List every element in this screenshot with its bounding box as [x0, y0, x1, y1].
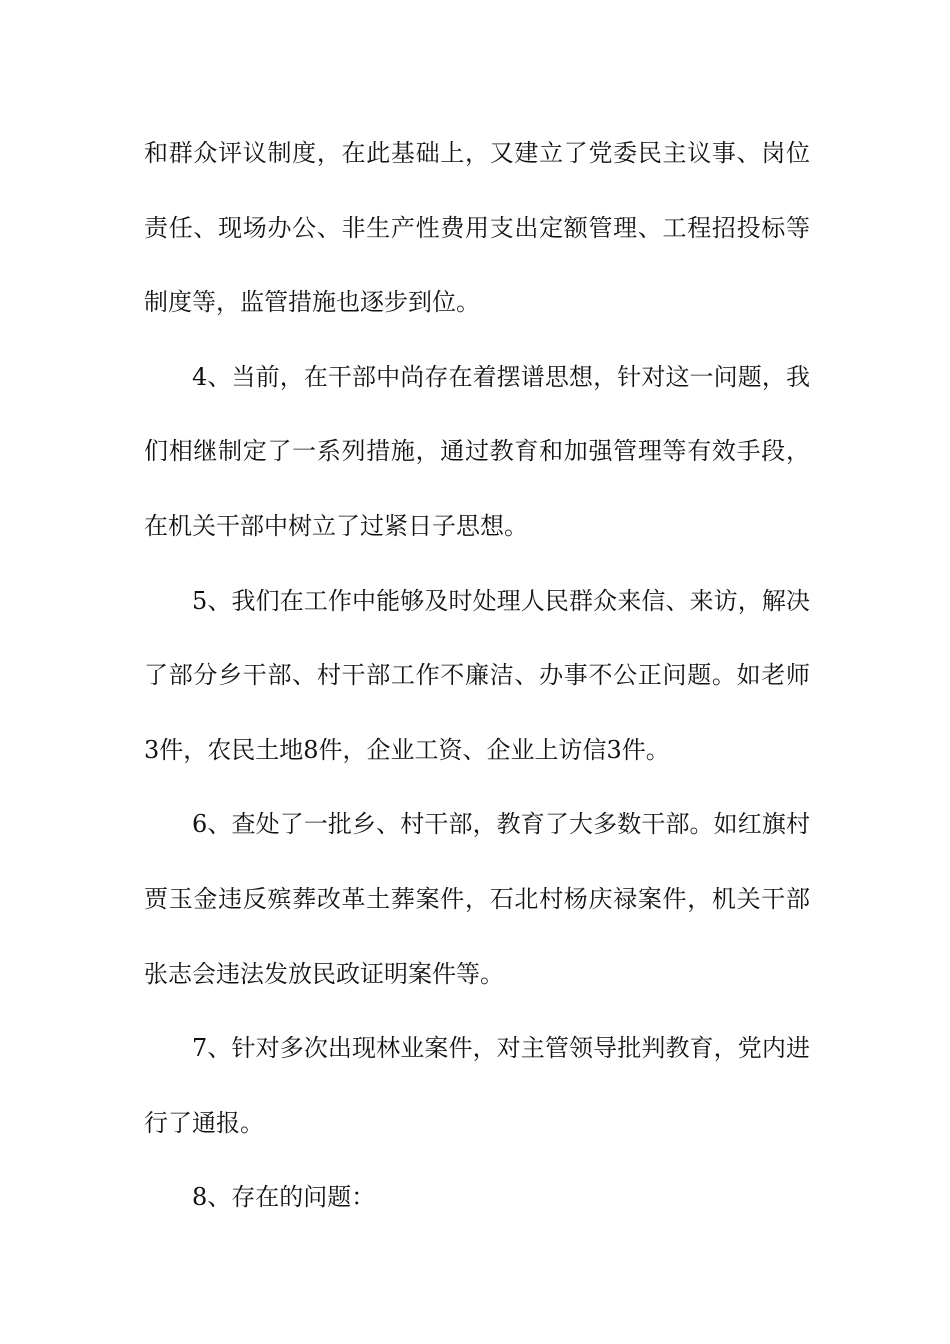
document-body — [144, 128, 810, 1247]
text-line: 贾玉金违反殡葬改革土葬案件，石北村杨庆禄案件，机关干部 — [144, 884, 810, 913]
paragraph-5-start: 5、我们在工作中能够及时处理人民群众来信、来访，解决 — [192, 586, 810, 615]
text-line: 在机关干部中树立了过紧日子思想。 — [144, 511, 528, 540]
text-line: 3件，农民土地8件，企业工资、企业上访信3件。 — [144, 735, 670, 764]
paragraph-7-start: 7、针对多次出现林业案件，对主管领导批判教育，党内进 — [192, 1034, 810, 1063]
text-line: 张志会违法发放民政证明案件等。 — [144, 959, 504, 988]
text-line: 们相继制定了一系列措施，通过教育和加强管理等有效手段， — [144, 437, 810, 466]
paragraph-4-start: 4、当前，在干部中尚存在着摆谱思想，针对这一问题，我 — [192, 362, 810, 391]
text-line: 制度等，监管措施也逐步到位。 — [144, 288, 480, 317]
paragraph-6-start: 6、查处了一批乡、村干部，教育了大多数干部。如红旗村 — [192, 810, 810, 839]
text-line: 责任、现场办公、非生产性费用支出定额管理、工程招投标等 — [144, 213, 810, 242]
paragraph-8-heading: 8、存在的问题： — [192, 1183, 376, 1212]
text-line: 行了通报。 — [144, 1108, 264, 1137]
text-line: 和群众评议制度，在此基础上，又建立了党委民主议事、岗位 — [144, 139, 810, 167]
text-line: 了部分乡干部、村干部工作不廉洁、办事不公正问题。如老师 — [144, 661, 810, 690]
